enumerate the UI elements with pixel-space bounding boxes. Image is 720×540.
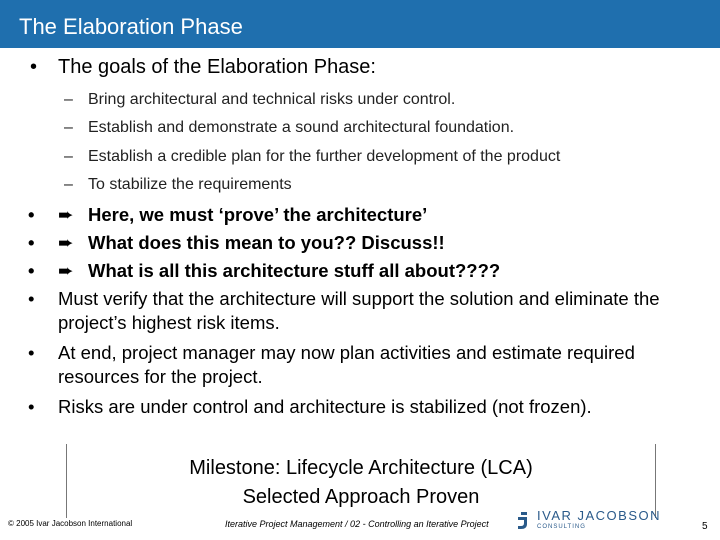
- goal-item-text: Bring architectural and technical risks under control.: [88, 91, 456, 108]
- course-title: Iterative Project Management / 02 - Controlling an Iterative Project: [225, 519, 489, 529]
- bullet-icon: •: [28, 396, 35, 417]
- arrow-right-icon: ➨: [58, 260, 74, 281]
- logo-subtext: CONSULTING: [537, 524, 586, 530]
- bullet-list: [28, 203, 712, 419]
- arrow-right-icon: ➨: [58, 232, 74, 253]
- list-item: • At end, project manager may now plan activities and estimate required resources for the project.: [28, 342, 635, 387]
- goal-item-text: Establish a credible plan for the further development of the product: [88, 148, 561, 165]
- goal-item-text: Establish and demonstrate a sound architectural foundation.: [88, 119, 515, 136]
- title-bar: [0, 0, 720, 48]
- goal-item: [64, 176, 292, 194]
- goal-item-text: To stabilize the requirements: [88, 176, 292, 193]
- bullet-icon: •: [28, 204, 35, 225]
- logo-text: IVAR JACOBSON: [537, 508, 662, 523]
- goals-heading: [30, 56, 376, 79]
- bullet-icon: •: [28, 260, 35, 281]
- list-item: • ➨ What is all this architecture stuff all about????: [28, 260, 501, 281]
- list-item: • ➨ What does this mean to you?? Discuss!!: [28, 232, 445, 253]
- page-number: 5: [702, 521, 708, 532]
- bullet-icon: •: [28, 342, 35, 363]
- bullet-icon: •: [28, 288, 35, 309]
- milestone-box: [66, 444, 656, 518]
- milestone-title: Milestone: Lifecycle Architecture (LCA): [189, 457, 533, 479]
- goal-item: [64, 148, 560, 166]
- arrow-right-icon: ➨: [58, 204, 74, 225]
- logo-mark-icon: [515, 510, 533, 530]
- bullet-icon: •: [30, 56, 38, 78]
- dash-icon: –: [64, 176, 73, 193]
- dash-icon: –: [64, 119, 73, 136]
- goal-item: [64, 119, 514, 137]
- dash-icon: –: [64, 91, 73, 108]
- list-item: • ➨ Here, we must ‘prove’ the architecture’: [28, 204, 428, 225]
- slide-title: The Elaboration Phase: [19, 14, 243, 39]
- bullet-icon: •: [28, 232, 35, 253]
- list-item: • Risks are under control and architecture is stabilized (not frozen).: [28, 396, 592, 417]
- milestone-subtitle: Selected Approach Proven: [242, 486, 480, 508]
- goal-item: [64, 91, 455, 109]
- dash-icon: –: [64, 148, 73, 165]
- copyright: © 2005 Ivar Jacobson International: [8, 519, 133, 528]
- goals-heading-text: The goals of the Elaboration Phase:: [58, 56, 376, 78]
- list-item: • Must verify that the architecture will support the solution and eliminate the project’s highest risk items.: [28, 288, 660, 333]
